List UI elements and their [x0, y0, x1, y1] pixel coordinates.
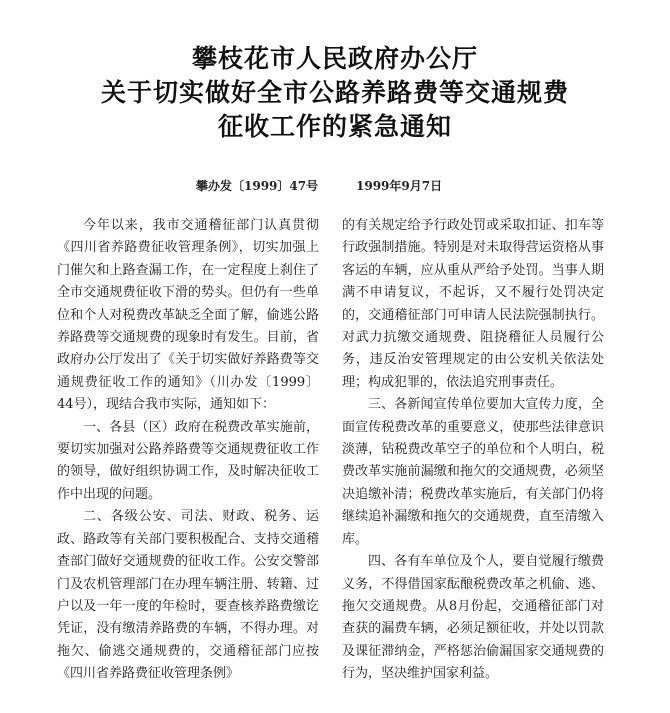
- document-title: [0, 42, 670, 144]
- title-line-1: 攀枝花市人民政府办公厅: [191, 44, 478, 73]
- document-date: 1999年9月7日: [356, 179, 443, 193]
- right-column: [342, 215, 604, 686]
- left-column: [57, 215, 319, 686]
- title-line-2: 关于切实做好全市公路养路费等交通规费: [100, 78, 569, 107]
- item-1-paragraph: 一、各县（区）政府在税费改革实施前，要切实加强对公路养路费等交通规费征收工作的领导，做好组织协调工作，及时解决征收工作中出现的问题。: [57, 419, 319, 502]
- item-4-paragraph: 四、各有车单位及个人，要自觉履行缴费义务，不得借国家酝酿税费改革之机偷、逃、拖欠交通规费。从8月份起，交通稽征部门对查获的漏费车辆，必须足额征收，并处以罚款及课征滞纳金，严格惩治偷漏国家交通规费的行为，坚决维护国家利益。: [342, 554, 604, 682]
- item-2-paragraph: 二、各级公安、司法、财政、税务、运政、路政等有关部门要积极配合、支持交通稽查部门做好交通规费的征收工作。公安交警部门及农机管理部门在办理车辆注册、转籍、过户以及一年一度的年检时，要查核养路费缴讫凭证，没有缴清养路费的车辆，不得办理。对拖欠、偷逃交通规费的，交通稽征部门应按《四川省养路费征收管理条例》: [57, 509, 319, 682]
- item-2-continued-paragraph: 的有关规定给予行政处罚或采取扣证、扣车等行政强制措施。特别是对未取得营运资格从事客运的车辆，应从重从严给予处罚。当事人期满不申请复议，不起诉，又不履行处罚决定的，交通稽征部门可申请人民法院强制执行。对武力抗缴交通规费、阻挠稽征人员履行公务，违反治安管理规定的由公安机关依法处理；构成犯罪的，依法追究刑事责任。: [342, 218, 604, 390]
- intro-paragraph: 今年以来，我市交通稽征部门认真贯彻《四川省养路费征收管理条例》，切实加强上门催欠和上路查漏工作，在一定程度上刹住了全市交通规费征收下滑的势头。但仍有一些单位和个人对税费改革缺乏全面了解，偷逃公路养路费等交通规费的现象时有发生。目前，省政府办公厅发出了《关于切实做好养路费等交通规费征收工作的通知》（川办发〔1999〕44号），现结合我市实际，通知如下：: [57, 218, 319, 413]
- document-number: 攀办发〔1999〕47号: [196, 179, 319, 193]
- title-line-3: 征收工作的紧急通知: [217, 112, 452, 141]
- item-3-paragraph: 三、各新闻宣传单位要加大宣传力度，全面宣传税费改革的重要意义，使那些法律意识淡薄，钻税费改革空子的单位和个人明白，税费改革实施前漏缴和拖欠的交通规费，必须坚决追缴补清；税费改革实施后，有关部门仍将继续追补漏缴和拖欠的交通规费，直至清缴入库。: [342, 397, 604, 547]
